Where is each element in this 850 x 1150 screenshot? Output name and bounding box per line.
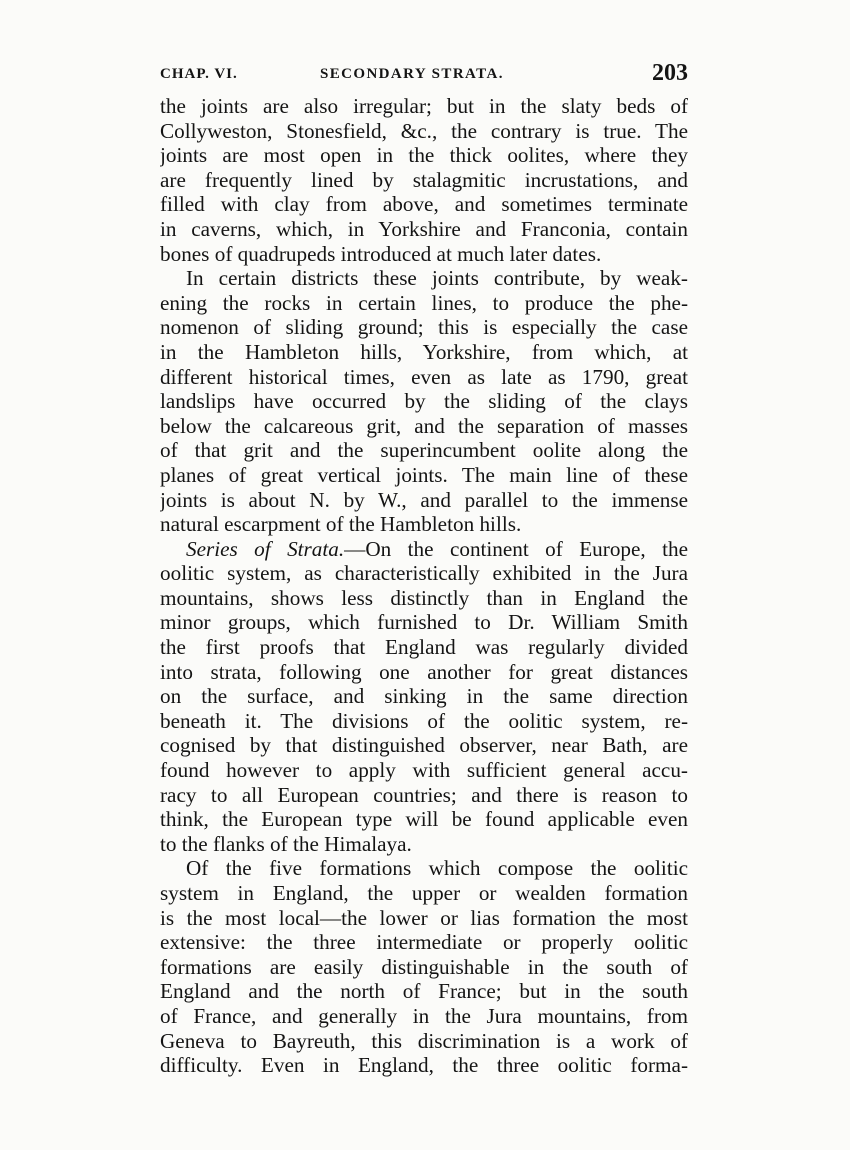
text-line: of that grit and the superincumbent oolite along the: [160, 438, 688, 463]
text-line: the joints are also irregular; but in the slaty beds of: [160, 94, 688, 118]
text-line: in the Hambleton hills, Yorkshire, from which, at: [160, 339, 688, 364]
text-line: bones of quadrupeds introduced at much later dates.: [160, 241, 602, 266]
text-line: cognised by that distinguished observer, near Bath, are: [160, 733, 688, 758]
text-line: nomenon of sliding ground; this is especially the case: [160, 315, 688, 340]
text-line: difficulty. Even in England, the three oolitic forma-: [160, 1053, 688, 1078]
text-run: —On the continent of Europe, the: [344, 536, 688, 561]
text-line: racy to all European countries; and there is reason to: [160, 782, 688, 807]
text-line: landslips have occurred by the sliding of the clays: [160, 389, 688, 414]
text-line: in caverns, which, in Yorkshire and Franconia, contain: [160, 216, 688, 241]
text-line: is the most local—the lower or lias formation the most: [160, 905, 688, 930]
running-header: [160, 60, 688, 90]
text-line: into strata, following one another for great distances: [160, 659, 688, 684]
section-heading: Series of Strata.: [186, 536, 345, 561]
chapter-label: CHAP. VI.: [160, 66, 238, 82]
running-title: SECONDARY STRATA.: [320, 66, 504, 82]
text-line: mountains, shows less distinctly than in England the: [160, 585, 688, 610]
paragraph: [160, 266, 688, 537]
text-line: think, the European type will be found applicable even: [160, 807, 688, 832]
text-line: [160, 537, 688, 562]
paragraph: [160, 537, 688, 857]
text-line: on the surface, and sinking in the same direction: [160, 684, 688, 709]
text-line: ening the rocks in certain lines, to produce the phe-: [160, 290, 688, 315]
text-line: the first proofs that England was regularly divided: [160, 635, 688, 660]
text-line: formations are easily distinguishable in the south of: [160, 954, 688, 979]
text-line: joints are most open in the thick oolites, where they: [160, 143, 688, 168]
text-line: Collyweston, Stonesfield, &c., the contrary is true. The: [160, 118, 688, 143]
text-line: to the flanks of the Himalaya.: [160, 831, 412, 856]
text-line: system in England, the upper or wealden formation: [160, 881, 688, 905]
text-line: of France, and generally in the Jura mountains, from: [160, 1003, 688, 1028]
text-line: Of the five formations which compose the oolitic: [186, 856, 688, 881]
text-line: In certain districts these joints contribute, by weak-: [186, 266, 688, 291]
text-line: beneath it. The divisions of the oolitic system, re-: [160, 708, 688, 733]
paragraph: [160, 856, 688, 1077]
text-line: England and the north of France; but in the south: [160, 979, 688, 1004]
text-line: extensive: the three intermediate or properly oolitic: [160, 930, 688, 955]
text-line: joints is about N. by W., and parallel to the immense: [160, 487, 688, 512]
text-line: below the calcareous grit, and the separation of masses: [160, 413, 688, 438]
text-line: different historical times, even as late as 1790, great: [160, 364, 688, 389]
text-line: planes of great vertical joints. The main line of these: [160, 462, 688, 487]
text-line: oolitic system, as characteristically exhibited in the Jura: [160, 561, 688, 586]
text-line: Geneva to Bayreuth, this discrimination is a work of: [160, 1028, 688, 1053]
text-line: are frequently lined by stalagmitic incrustations, and: [160, 167, 688, 192]
paragraph: [160, 94, 688, 266]
text-line: filled with clay from above, and sometimes terminate: [160, 192, 688, 217]
body-text: [160, 94, 688, 1078]
page-number: 203: [652, 60, 688, 86]
text-line: natural escarpment of the Hambleton hills.: [160, 512, 522, 537]
text-line: minor groups, which furnished to Dr. William Smith: [160, 610, 688, 635]
text-line: found however to apply with sufficient general accu-: [160, 758, 688, 783]
